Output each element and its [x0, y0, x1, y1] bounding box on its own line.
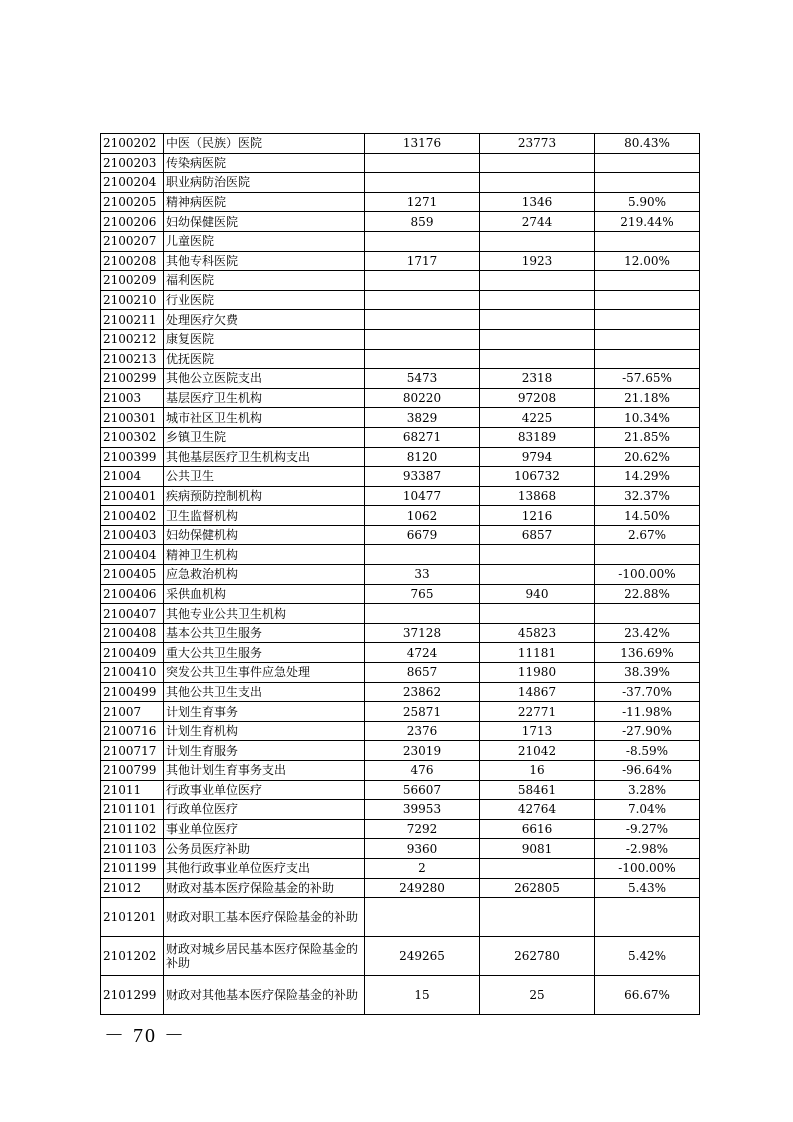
- cell-name: 基层医疗卫生机构: [164, 388, 365, 408]
- cell-name: 传染病医院: [164, 153, 365, 173]
- cell-code: 2100409: [101, 643, 164, 663]
- cell-name: 康复医院: [164, 329, 365, 349]
- cell-value-2: 9081: [480, 839, 595, 859]
- cell-percent: 7.04%: [595, 800, 700, 820]
- cell-name: 其他公共卫生支出: [164, 682, 365, 702]
- table-row: [101, 623, 700, 643]
- cell-percent: 5.90%: [595, 192, 700, 212]
- cell-value-2: 1713: [480, 721, 595, 741]
- cell-name: 儿童医院: [164, 231, 365, 251]
- cell-code: 2101201: [101, 898, 164, 937]
- cell-value-1: 23862: [365, 682, 480, 702]
- cell-percent: -37.70%: [595, 682, 700, 702]
- cell-value-2: [480, 310, 595, 330]
- cell-code: 2100407: [101, 604, 164, 624]
- cell-name: 其他行政事业单位医疗支出: [164, 858, 365, 878]
- cell-value-1: 859: [365, 212, 480, 232]
- cell-value-2: [480, 231, 595, 251]
- cell-value-1: [365, 310, 480, 330]
- cell-name: 计划生育服务: [164, 741, 365, 761]
- cell-name: 计划生育机构: [164, 721, 365, 741]
- cell-name: 中医（民族）医院: [164, 134, 365, 154]
- cell-percent: 22.88%: [595, 584, 700, 604]
- cell-percent: 21.18%: [595, 388, 700, 408]
- cell-value-2: 22771: [480, 702, 595, 722]
- cell-code: 2100499: [101, 682, 164, 702]
- cell-name: 妇幼保健机构: [164, 525, 365, 545]
- cell-value-2: 11181: [480, 643, 595, 663]
- cell-name: 基本公共卫生服务: [164, 623, 365, 643]
- cell-name: 卫生监督机构: [164, 506, 365, 526]
- table-row: [101, 663, 700, 683]
- cell-value-2: 13868: [480, 486, 595, 506]
- cell-code: 2100208: [101, 251, 164, 271]
- cell-value-2: 6616: [480, 819, 595, 839]
- cell-value-1: [365, 153, 480, 173]
- cell-value-2: 23773: [480, 134, 595, 154]
- cell-percent: 14.29%: [595, 467, 700, 487]
- cell-code: 2100299: [101, 369, 164, 389]
- cell-percent: 20.62%: [595, 447, 700, 467]
- table-row: [101, 643, 700, 663]
- cell-code: 21012: [101, 878, 164, 898]
- cell-value-1: [365, 349, 480, 369]
- cell-value-1: 25871: [365, 702, 480, 722]
- cell-value-2: 16: [480, 761, 595, 781]
- table-row: [101, 310, 700, 330]
- table-row: [101, 682, 700, 702]
- cell-value-1: 8120: [365, 447, 480, 467]
- cell-value-2: 25: [480, 976, 595, 1015]
- cell-value-2: [480, 153, 595, 173]
- cell-name: 处理医疗欠费: [164, 310, 365, 330]
- table-row: [101, 427, 700, 447]
- cell-percent: 38.39%: [595, 663, 700, 683]
- cell-code: 2100206: [101, 212, 164, 232]
- table-row: [101, 898, 700, 937]
- cell-percent: -100.00%: [595, 858, 700, 878]
- table-row: [101, 447, 700, 467]
- cell-name: 乡镇卫生院: [164, 427, 365, 447]
- cell-value-1: [365, 898, 480, 937]
- table-row: [101, 584, 700, 604]
- cell-name: 优抚医院: [164, 349, 365, 369]
- table-row: [101, 329, 700, 349]
- cell-value-1: 1717: [365, 251, 480, 271]
- cell-code: 2100205: [101, 192, 164, 212]
- table-row: [101, 937, 700, 976]
- cell-code: 2100204: [101, 173, 164, 193]
- cell-value-1: [365, 173, 480, 193]
- cell-name: 财政对职工基本医疗保险基金的补助: [164, 898, 365, 937]
- cell-value-1: [365, 545, 480, 565]
- cell-percent: [595, 271, 700, 291]
- cell-name: 公共卫生: [164, 467, 365, 487]
- cell-name: 事业单位医疗: [164, 819, 365, 839]
- cell-code: 2100207: [101, 231, 164, 251]
- cell-percent: 10.34%: [595, 408, 700, 428]
- table-row: [101, 878, 700, 898]
- cell-percent: [595, 173, 700, 193]
- cell-name: 行政单位医疗: [164, 800, 365, 820]
- cell-name: 福利医院: [164, 271, 365, 291]
- table-row: [101, 486, 700, 506]
- cell-code: 2101299: [101, 976, 164, 1015]
- cell-percent: 5.43%: [595, 878, 700, 898]
- cell-percent: 2.67%: [595, 525, 700, 545]
- cell-value-2: [480, 349, 595, 369]
- cell-value-2: [480, 173, 595, 193]
- table-row: [101, 467, 700, 487]
- cell-value-2: [480, 898, 595, 937]
- table-row: [101, 349, 700, 369]
- cell-percent: [595, 545, 700, 565]
- cell-percent: [595, 231, 700, 251]
- cell-value-1: 249265: [365, 937, 480, 976]
- cell-percent: -8.59%: [595, 741, 700, 761]
- cell-value-2: 1923: [480, 251, 595, 271]
- cell-percent: 219.44%: [595, 212, 700, 232]
- cell-value-1: 10477: [365, 486, 480, 506]
- cell-value-2: [480, 858, 595, 878]
- cell-code: 2101199: [101, 858, 164, 878]
- cell-value-2: 14867: [480, 682, 595, 702]
- table-row: [101, 388, 700, 408]
- cell-name: 财政对其他基本医疗保险基金的补助: [164, 976, 365, 1015]
- cell-percent: 23.42%: [595, 623, 700, 643]
- cell-value-2: [480, 290, 595, 310]
- cell-value-1: 1271: [365, 192, 480, 212]
- cell-value-1: 1062: [365, 506, 480, 526]
- table-row: [101, 251, 700, 271]
- cell-value-2: [480, 565, 595, 585]
- cell-percent: -11.98%: [595, 702, 700, 722]
- table-row: [101, 173, 700, 193]
- table-row: [101, 761, 700, 781]
- table-row: [101, 134, 700, 154]
- cell-value-1: 56607: [365, 780, 480, 800]
- cell-name: 职业病防治医院: [164, 173, 365, 193]
- cell-name: 财政对城乡居民基本医疗保险基金的补助: [164, 937, 365, 976]
- cell-value-1: 13176: [365, 134, 480, 154]
- cell-value-1: [365, 231, 480, 251]
- cell-code: 2100717: [101, 741, 164, 761]
- cell-percent: 66.67%: [595, 976, 700, 1015]
- table-row: [101, 212, 700, 232]
- cell-percent: [595, 290, 700, 310]
- cell-code: 2100403: [101, 525, 164, 545]
- cell-percent: 136.69%: [595, 643, 700, 663]
- cell-code: 2100406: [101, 584, 164, 604]
- table-row: [101, 506, 700, 526]
- cell-value-1: 765: [365, 584, 480, 604]
- cell-value-2: 58461: [480, 780, 595, 800]
- cell-name: 其他基层医疗卫生机构支出: [164, 447, 365, 467]
- cell-value-2: 97208: [480, 388, 595, 408]
- cell-code: 2100209: [101, 271, 164, 291]
- cell-code: 21007: [101, 702, 164, 722]
- budget-table: [100, 133, 700, 1015]
- cell-value-1: 7292: [365, 819, 480, 839]
- cell-code: 2100211: [101, 310, 164, 330]
- cell-name: 精神病医院: [164, 192, 365, 212]
- cell-percent: [595, 329, 700, 349]
- table-row: [101, 271, 700, 291]
- cell-value-2: [480, 545, 595, 565]
- cell-code: 21004: [101, 467, 164, 487]
- table-row: [101, 192, 700, 212]
- cell-value-1: 3829: [365, 408, 480, 428]
- table-row: [101, 290, 700, 310]
- cell-value-1: 37128: [365, 623, 480, 643]
- budget-table-body: [101, 134, 700, 1015]
- cell-value-2: [480, 271, 595, 291]
- cell-percent: [595, 310, 700, 330]
- cell-percent: 12.00%: [595, 251, 700, 271]
- cell-name: 精神卫生机构: [164, 545, 365, 565]
- cell-percent: -9.27%: [595, 819, 700, 839]
- table-row: [101, 819, 700, 839]
- cell-value-1: 39953: [365, 800, 480, 820]
- cell-value-1: 5473: [365, 369, 480, 389]
- cell-percent: 32.37%: [595, 486, 700, 506]
- cell-value-2: 6857: [480, 525, 595, 545]
- cell-code: 21011: [101, 780, 164, 800]
- cell-name: 城市社区卫生机构: [164, 408, 365, 428]
- cell-code: 2100410: [101, 663, 164, 683]
- cell-name: 财政对基本医疗保险基金的补助: [164, 878, 365, 898]
- cell-value-1: 6679: [365, 525, 480, 545]
- cell-value-2: 83189: [480, 427, 595, 447]
- cell-percent: -96.64%: [595, 761, 700, 781]
- cell-code: 2100203: [101, 153, 164, 173]
- table-row: [101, 604, 700, 624]
- table-row: [101, 153, 700, 173]
- cell-name: 行业医院: [164, 290, 365, 310]
- cell-code: 2100408: [101, 623, 164, 643]
- cell-value-1: [365, 604, 480, 624]
- cell-code: 2100213: [101, 349, 164, 369]
- cell-value-1: 33: [365, 565, 480, 585]
- cell-value-2: 1216: [480, 506, 595, 526]
- table-row: [101, 721, 700, 741]
- cell-value-1: 80220: [365, 388, 480, 408]
- cell-code: 2101202: [101, 937, 164, 976]
- table-row: [101, 702, 700, 722]
- table-row: [101, 858, 700, 878]
- table-row: [101, 408, 700, 428]
- cell-value-1: 15: [365, 976, 480, 1015]
- cell-value-2: [480, 604, 595, 624]
- cell-value-1: 93387: [365, 467, 480, 487]
- cell-value-2: 11980: [480, 663, 595, 683]
- cell-percent: [595, 604, 700, 624]
- cell-value-1: 2: [365, 858, 480, 878]
- cell-value-1: [365, 271, 480, 291]
- cell-code: 2100301: [101, 408, 164, 428]
- cell-name: 公务员医疗补助: [164, 839, 365, 859]
- cell-code: 2100404: [101, 545, 164, 565]
- table-row: [101, 525, 700, 545]
- cell-name: 其他专业公共卫生机构: [164, 604, 365, 624]
- table-row: [101, 741, 700, 761]
- cell-percent: -57.65%: [595, 369, 700, 389]
- cell-value-1: 9360: [365, 839, 480, 859]
- cell-percent: -100.00%: [595, 565, 700, 585]
- cell-name: 其他专科医院: [164, 251, 365, 271]
- cell-code: 2100401: [101, 486, 164, 506]
- cell-value-2: 262805: [480, 878, 595, 898]
- cell-percent: [595, 153, 700, 173]
- table-row: [101, 800, 700, 820]
- table-row: [101, 976, 700, 1015]
- cell-name: 重大公共卫生服务: [164, 643, 365, 663]
- table-row: [101, 780, 700, 800]
- cell-value-2: 2744: [480, 212, 595, 232]
- cell-value-2: 2318: [480, 369, 595, 389]
- cell-value-1: [365, 290, 480, 310]
- cell-code: 2100210: [101, 290, 164, 310]
- cell-value-2: 1346: [480, 192, 595, 212]
- cell-code: 2100799: [101, 761, 164, 781]
- cell-name: 其他计划生育事务支出: [164, 761, 365, 781]
- cell-code: 2100405: [101, 565, 164, 585]
- cell-code: 21003: [101, 388, 164, 408]
- cell-name: 其他公立医院支出: [164, 369, 365, 389]
- cell-percent: 3.28%: [595, 780, 700, 800]
- cell-percent: 21.85%: [595, 427, 700, 447]
- cell-value-2: 21042: [480, 741, 595, 761]
- cell-value-2: 940: [480, 584, 595, 604]
- cell-percent: 14.50%: [595, 506, 700, 526]
- cell-code: 2101103: [101, 839, 164, 859]
- cell-percent: [595, 898, 700, 937]
- cell-name: 疾病预防控制机构: [164, 486, 365, 506]
- cell-name: 突发公共卫生事件应急处理: [164, 663, 365, 683]
- cell-value-2: 45823: [480, 623, 595, 643]
- table-row: [101, 565, 700, 585]
- cell-code: 2101101: [101, 800, 164, 820]
- cell-value-1: 4724: [365, 643, 480, 663]
- page-number: － 70 －: [104, 1025, 186, 1047]
- cell-value-1: 68271: [365, 427, 480, 447]
- cell-percent: -27.90%: [595, 721, 700, 741]
- cell-value-1: 8657: [365, 663, 480, 683]
- cell-value-2: 4225: [480, 408, 595, 428]
- cell-value-1: [365, 329, 480, 349]
- cell-name: 妇幼保健医院: [164, 212, 365, 232]
- cell-code: 2100399: [101, 447, 164, 467]
- cell-code: 2100302: [101, 427, 164, 447]
- cell-value-2: 42764: [480, 800, 595, 820]
- cell-value-1: 23019: [365, 741, 480, 761]
- cell-name: 采供血机构: [164, 584, 365, 604]
- cell-value-2: 106732: [480, 467, 595, 487]
- cell-percent: 80.43%: [595, 134, 700, 154]
- cell-value-1: 476: [365, 761, 480, 781]
- table-row: [101, 369, 700, 389]
- cell-code: 2100716: [101, 721, 164, 741]
- cell-code: 2100212: [101, 329, 164, 349]
- table-row: [101, 231, 700, 251]
- cell-percent: [595, 349, 700, 369]
- table-row: [101, 839, 700, 859]
- cell-percent: 5.42%: [595, 937, 700, 976]
- cell-value-1: 249280: [365, 878, 480, 898]
- cell-name: 应急救治机构: [164, 565, 365, 585]
- cell-value-2: 9794: [480, 447, 595, 467]
- table-row: [101, 545, 700, 565]
- cell-name: 行政事业单位医疗: [164, 780, 365, 800]
- cell-percent: -2.98%: [595, 839, 700, 859]
- cell-code: 2101102: [101, 819, 164, 839]
- cell-code: 2100202: [101, 134, 164, 154]
- cell-value-2: 262780: [480, 937, 595, 976]
- cell-code: 2100402: [101, 506, 164, 526]
- cell-value-2: [480, 329, 595, 349]
- cell-name: 计划生育事务: [164, 702, 365, 722]
- cell-value-1: 2376: [365, 721, 480, 741]
